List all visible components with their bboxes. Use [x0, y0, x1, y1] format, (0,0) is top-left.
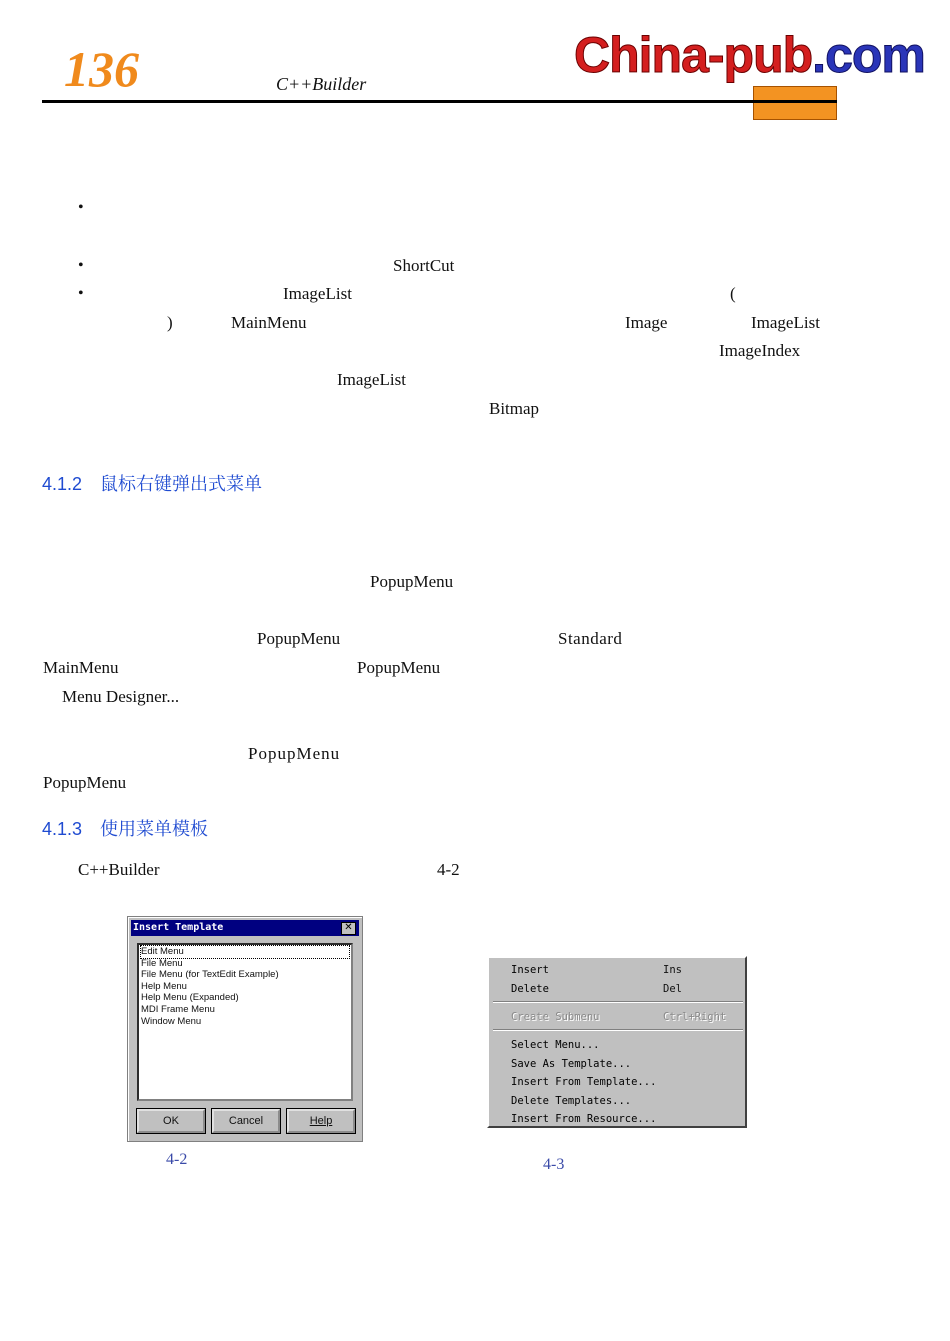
text-cppbuilder: C++Builder — [78, 860, 160, 879]
list-item[interactable]: Help Menu (Expanded) — [141, 992, 239, 1004]
text-figure-ref: 4-2 — [437, 860, 460, 879]
menu-designer-popup — [487, 956, 747, 1128]
menu-separator — [493, 1001, 743, 1003]
text-mainmenu-1: MainMenu — [231, 313, 307, 332]
list-item[interactable]: Edit Menu — [141, 946, 349, 958]
logo-text-domain: .com — [812, 27, 925, 83]
shortcut-delete: Del — [663, 983, 682, 995]
header-rule — [42, 100, 837, 103]
shortcut-insert: Ins — [663, 964, 682, 976]
menu-separator — [493, 1029, 743, 1031]
list-item[interactable]: File Menu (for TextEdit Example) — [141, 969, 279, 981]
menu-item-select-menu[interactable]: Select Menu... — [511, 1039, 600, 1051]
text-shortcut: ShortCut — [393, 256, 455, 275]
logo-orange-box — [753, 86, 837, 120]
figure-4-2-caption: 4-2 — [166, 1151, 188, 1168]
page-number: 136 — [64, 41, 139, 97]
section-heading-4-1-2: 4.1.2 鼠标右键弹出式菜单 — [42, 474, 263, 494]
text-popupmenu-1: PopupMenu — [370, 572, 454, 591]
help-button[interactable]: Help — [287, 1109, 355, 1133]
menu-item-delete-templates[interactable]: Delete Templates... — [511, 1095, 632, 1107]
text-standard: Standard — [558, 629, 623, 648]
menu-item-insert-from-template[interactable]: Insert From Template... — [511, 1076, 657, 1088]
cancel-button[interactable]: Cancel — [212, 1109, 280, 1133]
insert-template-dialog — [127, 916, 363, 1142]
list-item[interactable]: File Menu — [141, 957, 183, 969]
text-popupmenu-4: PopupMenu — [248, 744, 341, 763]
text-close-paren: ) — [167, 313, 173, 332]
china-pub-logo — [574, 27, 925, 83]
logo-text-main: China-pub — [574, 27, 813, 83]
menu-item-save-as-template[interactable]: Save As Template... — [511, 1058, 632, 1070]
text-bitmap: Bitmap — [489, 399, 540, 418]
bullet-2: • — [78, 257, 84, 274]
template-list[interactable] — [137, 943, 353, 1101]
text-imagelist-3: ImageList — [337, 370, 406, 389]
menu-item-insert-from-resource[interactable]: Insert From Resource... — [511, 1113, 657, 1125]
menu-item-delete[interactable]: Delete — [511, 983, 549, 995]
text-image: Image — [625, 313, 668, 332]
text-open-paren: ( — [730, 284, 736, 303]
close-icon[interactable]: ✕ — [341, 922, 356, 935]
dialog-title: Insert Template — [133, 922, 224, 933]
text-popupmenu-2: PopupMenu — [257, 629, 341, 648]
section-heading-4-1-3: 4.1.3 使用菜单模板 — [42, 819, 209, 839]
text-menu-designer: Menu Designer... — [62, 687, 180, 706]
menu-item-insert[interactable]: Insert — [511, 964, 549, 976]
dialog-title-bar — [131, 920, 359, 936]
text-imageindex: ImageIndex — [719, 341, 801, 360]
list-item[interactable]: Help Menu — [141, 980, 187, 992]
bullet-3: • — [78, 285, 84, 302]
text-mainmenu-2: MainMenu — [43, 658, 119, 677]
text-popupmenu-3: PopupMenu — [357, 658, 441, 677]
book-title: C++Builder — [276, 74, 367, 94]
figure-4-3-caption: 4-3 — [543, 1156, 565, 1173]
text-imagelist-2: ImageList — [751, 313, 820, 332]
text-popupmenu-5: PopupMenu — [43, 773, 127, 792]
list-item[interactable]: Window Menu — [141, 1015, 202, 1027]
shortcut-create-submenu: Ctrl+Right — [663, 1011, 727, 1023]
list-item[interactable]: MDI Frame Menu — [141, 1003, 215, 1015]
bullet-1: • — [78, 199, 84, 216]
menu-item-create-submenu[interactable]: Create Submenu — [511, 1011, 600, 1023]
ok-button[interactable]: OK — [137, 1109, 205, 1133]
text-imagelist-1: ImageList — [283, 284, 352, 303]
